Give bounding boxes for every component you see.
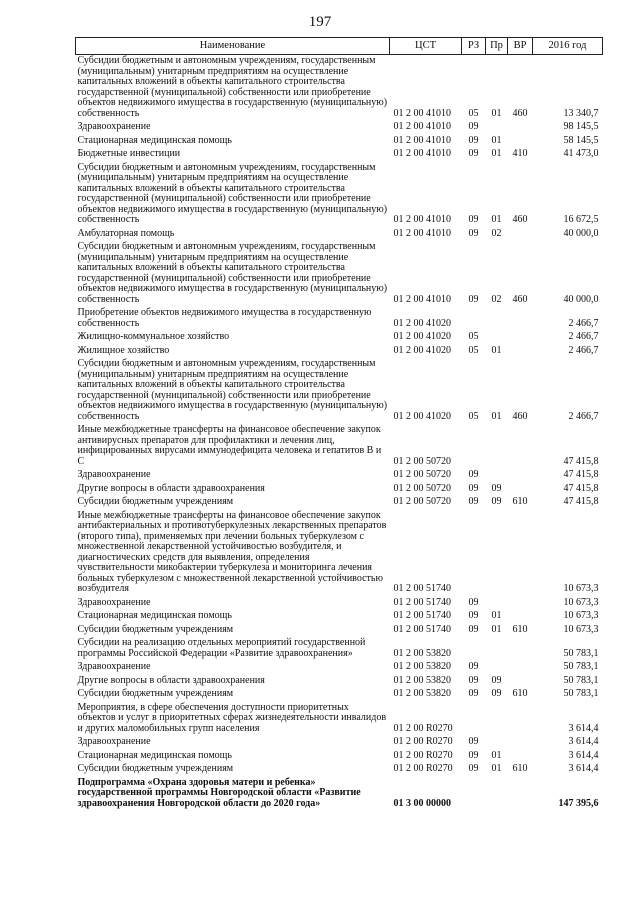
cell-pr xyxy=(486,597,508,611)
cell-rz: 05 xyxy=(468,107,479,119)
cell-rz: 09 xyxy=(468,596,479,608)
cell-vr xyxy=(508,307,533,331)
cell-amount: 40 000,0 xyxy=(563,293,599,305)
cell-cst: 01 3 00 00000 xyxy=(393,797,451,809)
cell-pr: 01 xyxy=(491,749,502,761)
cell-amount: 47 415,8 xyxy=(563,469,599,480)
cell-name: Приобретение объектов недвижимого имущества в государственную собственность xyxy=(77,307,372,329)
cell-amount: 13 340,7 xyxy=(563,107,599,119)
cell-name: Амбулаторная помощь xyxy=(77,227,175,239)
table-row xyxy=(76,345,603,359)
cell-amount: 3 614,4 xyxy=(568,749,599,761)
cell-vr: 610 xyxy=(512,763,528,774)
cell-cst: 01 2 00 41010 xyxy=(393,121,451,132)
cell-pr: 01 xyxy=(491,610,502,621)
cell-vr xyxy=(508,637,533,661)
cell-name: Другие вопросы в области здравоохранения xyxy=(77,482,265,494)
cell-name: Подпрограмма «Охрана здоровья матери и ребенка» государственной программы Новгородской области «Развитие здравоохранения Новгородской области до 2020 года» xyxy=(77,776,361,809)
cell-amount: 98 145,5 xyxy=(563,121,599,132)
cell-vr xyxy=(508,469,533,483)
cell-amount: 10 673,3 xyxy=(563,583,599,594)
cell-name: Субсидии бюджетным и автономным учреждениям, государственным (муниципальным) унитарным предприятиям на осуществление капитальных вложений в объекты капитального строительства государственной (муниципальной) собственности или приобретение объектов недвижимого имущества в государственную (муниципальную) собственность xyxy=(77,241,388,305)
cell-rz: 05 xyxy=(468,344,479,356)
cell-amount: 41 473,0 xyxy=(563,148,599,159)
cell-cst: 01 2 00 41010 xyxy=(393,293,451,305)
cell-cst: 01 2 00 50720 xyxy=(393,496,451,507)
cell-name: Стационарная медицинская помощь xyxy=(77,134,232,146)
cell-cst: 01 2 00 53820 xyxy=(393,688,451,699)
cell-vr xyxy=(508,424,533,469)
cell-rz: 09 xyxy=(468,610,479,621)
cell-cst: 01 2 00 51740 xyxy=(393,610,451,621)
cell-amount: 58 145,5 xyxy=(563,134,599,146)
cell-cst: 01 2 00 53820 xyxy=(393,661,451,672)
cell-name: Иные межбюджетные трансферты на финансовое обеспечение закупок антибактериальных и противотуберкулезных лекарственных препаратов (второго типа), применяемых при лечении больных туберкулезом с множественной лекарственной устойчивостью возбудителя, и диагностических средств для выявления, определения чувствительности микобактерии туберкулеза и мониторинга лечения больных туберкулезом с множественной лекарственной устойчивостью возбудителя xyxy=(77,509,387,594)
cell-amount: 40 000,0 xyxy=(563,227,599,239)
budget-table xyxy=(75,37,603,811)
table-row xyxy=(76,148,603,162)
header-cst: ЦСТ xyxy=(390,38,462,55)
cell-vr xyxy=(508,121,533,135)
cell-name: Бюджетные инвестиции xyxy=(77,148,181,159)
cell-cst: 01 2 00 41020 xyxy=(393,317,451,329)
cell-vr xyxy=(508,661,533,675)
cell-cst: 01 2 00 41010 xyxy=(393,134,451,146)
cell-rz: 09 xyxy=(468,496,479,507)
cell-rz: 09 xyxy=(468,227,479,239)
cell-name: Субсидии бюджетным и автономным учреждениям, государственным (муниципальным) унитарным предприятиям на осуществление капитальных вложений в объекты капитального строительства государственной (муниципальной) собственности или приобретение объектов недвижимого имущества в государственную (муниципальную) собственность xyxy=(77,55,388,119)
cell-name: Жилищно-коммунальное хозяйство xyxy=(77,331,230,342)
cell-amount: 47 415,8 xyxy=(563,482,599,494)
cell-rz: 09 xyxy=(468,749,479,761)
cell-rz: 09 xyxy=(468,482,479,494)
cell-amount: 3 614,4 xyxy=(568,736,599,747)
cell-cst: 01 2 00 R0270 xyxy=(393,749,453,761)
cell-name: Стационарная медицинская помощь xyxy=(77,749,232,761)
table-row xyxy=(76,510,603,597)
cell-vr xyxy=(508,675,533,689)
cell-amount: 2 466,7 xyxy=(568,331,599,342)
cell-amount: 10 673,3 xyxy=(563,623,599,635)
cell-vr xyxy=(508,777,533,812)
cell-vr xyxy=(508,345,533,359)
cell-amount: 47 415,8 xyxy=(563,455,599,467)
cell-vr xyxy=(508,483,533,497)
cell-cst: 01 2 00 51740 xyxy=(393,623,451,635)
cell-pr: 01 xyxy=(491,214,502,225)
cell-cst: 01 2 00 R0270 xyxy=(393,763,453,774)
cell-rz: 09 xyxy=(468,661,479,672)
cell-cst: 01 2 00 51740 xyxy=(393,596,451,608)
cell-amount: 50 783,1 xyxy=(563,661,599,672)
table-row xyxy=(76,763,603,777)
cell-name: Субсидии бюджетным учреждениям xyxy=(77,688,234,699)
cell-rz: 09 xyxy=(468,736,479,747)
cell-rz: 09 xyxy=(468,674,479,686)
cell-pr xyxy=(486,637,508,661)
cell-amount: 50 783,1 xyxy=(563,688,599,699)
cell-vr xyxy=(508,135,533,149)
header-rz: РЗ xyxy=(462,38,486,55)
cell-rz: 09 xyxy=(468,688,479,699)
table-row xyxy=(76,358,603,424)
table-row xyxy=(76,688,603,702)
cell-amount: 50 783,1 xyxy=(563,674,599,686)
cell-rz: 09 xyxy=(468,623,479,635)
cell-pr xyxy=(486,331,508,345)
table-row xyxy=(76,331,603,345)
cell-vr xyxy=(508,597,533,611)
cell-name: Здравоохранение xyxy=(77,661,151,672)
table-row xyxy=(76,750,603,764)
cell-pr: 01 xyxy=(491,623,502,635)
cell-rz: 09 xyxy=(468,763,479,774)
table-row xyxy=(76,777,603,812)
cell-pr: 01 xyxy=(491,344,502,356)
cell-vr: 610 xyxy=(512,688,528,699)
table-row xyxy=(76,597,603,611)
table-row xyxy=(76,702,603,737)
cell-rz: 05 xyxy=(468,410,479,422)
table-row xyxy=(76,637,603,661)
cell-rz xyxy=(462,777,486,812)
table-header-row xyxy=(76,38,603,55)
cell-pr: 02 xyxy=(491,227,502,239)
cell-vr xyxy=(508,750,533,764)
cell-rz xyxy=(462,637,486,661)
table-row xyxy=(76,228,603,242)
cell-name: Субсидии бюджетным учреждениям xyxy=(77,763,234,774)
table-row xyxy=(76,162,603,228)
cell-vr: 460 xyxy=(512,410,528,422)
cell-cst: 01 2 00 50720 xyxy=(393,455,451,467)
cell-cst: 01 2 00 41010 xyxy=(393,107,451,119)
cell-amount: 10 673,3 xyxy=(563,596,599,608)
cell-vr: 460 xyxy=(512,293,528,305)
table-row xyxy=(76,624,603,638)
cell-cst: 01 2 00 51740 xyxy=(393,583,451,594)
cell-name: Здравоохранение xyxy=(77,736,151,747)
cell-pr: 01 xyxy=(491,107,502,119)
cell-name: Стационарная медицинская помощь xyxy=(77,610,232,621)
cell-rz xyxy=(462,702,486,737)
cell-amount: 3 614,4 xyxy=(568,763,599,774)
cell-vr xyxy=(508,510,533,597)
cell-vr: 610 xyxy=(512,623,528,635)
cell-pr xyxy=(486,702,508,737)
header-amount: 2016 год xyxy=(533,38,603,55)
cell-name: Субсидии бюджетным учреждениям xyxy=(77,496,234,507)
cell-amount: 50 783,1 xyxy=(563,647,599,659)
cell-amount: 3 614,4 xyxy=(568,722,599,734)
cell-name: Субсидии бюджетным и автономным учреждениям, государственным (муниципальным) унитарным предприятиям на осуществление капитальных вложений в объекты капитального строительства государственной (муниципальной) собственности или приобретение объектов недвижимого имущества в государственную (муниципальную) собственность xyxy=(77,358,388,422)
cell-pr: 02 xyxy=(491,293,502,305)
cell-pr: 09 xyxy=(491,482,502,494)
cell-rz: 05 xyxy=(468,331,479,342)
cell-vr xyxy=(508,610,533,624)
cell-name: Субсидии бюджетным и автономным учреждениям, государственным (муниципальным) унитарным предприятиям на осуществление капитальных вложений в объекты капитального строительства государственной (муниципальной) собственности или приобретение объектов недвижимого имущества в государственную (муниципальную) собственность xyxy=(77,161,388,225)
cell-rz: 09 xyxy=(468,134,479,146)
cell-pr xyxy=(486,777,508,812)
cell-vr xyxy=(508,736,533,750)
cell-name: Мероприятия, в сфере обеспечения доступности приоритетных объектов и услуг в приоритетных сферах жизнедеятельности инвалидов и других маломобильных групп населения xyxy=(77,701,387,734)
cell-amount: 2 466,7 xyxy=(568,410,599,422)
cell-cst: 01 2 00 41020 xyxy=(393,410,451,422)
cell-rz: 09 xyxy=(468,469,479,480)
cell-vr xyxy=(508,702,533,737)
cell-name: Иные межбюджетные трансферты на финансовое обеспечение закупок антивирусных препаратов для профилактики и лечения лиц, инфицированных вирусами иммунодефицита человека и гепатитов В и С xyxy=(77,424,382,467)
table-row xyxy=(76,135,603,149)
table-body xyxy=(76,55,603,812)
table-row xyxy=(76,661,603,675)
table-row xyxy=(76,424,603,469)
cell-cst: 01 2 00 41010 xyxy=(393,214,451,225)
cell-name: Здравоохранение xyxy=(77,469,151,480)
cell-rz xyxy=(462,307,486,331)
table-row xyxy=(76,483,603,497)
cell-cst: 01 2 00 41020 xyxy=(393,331,451,342)
cell-cst: 01 2 00 R0270 xyxy=(393,722,453,734)
cell-cst: 01 2 00 41010 xyxy=(393,148,451,159)
cell-name: Жилищное хозяйство xyxy=(77,344,170,356)
cell-pr xyxy=(486,307,508,331)
cell-pr: 01 xyxy=(491,148,502,159)
cell-name: Другие вопросы в области здравоохранения xyxy=(77,674,265,686)
cell-amount: 2 466,7 xyxy=(568,317,599,329)
table-row xyxy=(76,496,603,510)
cell-amount: 2 466,7 xyxy=(568,344,599,356)
cell-cst: 01 2 00 41020 xyxy=(393,344,451,356)
cell-name: Здравоохранение xyxy=(77,596,151,608)
cell-rz: 09 xyxy=(468,148,479,159)
cell-cst: 01 2 00 53820 xyxy=(393,674,451,686)
cell-pr: 09 xyxy=(491,496,502,507)
cell-rz: 09 xyxy=(468,121,479,132)
cell-rz: 09 xyxy=(468,293,479,305)
cell-pr: 01 xyxy=(491,410,502,422)
cell-pr xyxy=(486,121,508,135)
cell-amount: 10 673,3 xyxy=(563,610,599,621)
cell-pr: 01 xyxy=(491,134,502,146)
table-row xyxy=(76,121,603,135)
cell-cst: 01 2 00 50720 xyxy=(393,482,451,494)
cell-pr xyxy=(486,469,508,483)
cell-vr: 610 xyxy=(512,496,528,507)
page-number: 197 xyxy=(308,14,332,30)
table-row xyxy=(76,675,603,689)
cell-pr: 09 xyxy=(491,674,502,686)
cell-vr: 460 xyxy=(512,214,528,225)
cell-amount: 16 672,5 xyxy=(563,214,599,225)
cell-cst: 01 2 00 50720 xyxy=(393,469,451,480)
cell-vr: 410 xyxy=(512,148,528,159)
cell-pr: 09 xyxy=(491,688,502,699)
cell-pr xyxy=(486,424,508,469)
cell-vr: 460 xyxy=(512,107,528,119)
cell-pr xyxy=(486,661,508,675)
cell-pr: 01 xyxy=(491,763,502,774)
cell-name: Субсидии бюджетным учреждениям xyxy=(77,623,234,635)
cell-pr xyxy=(486,510,508,597)
cell-name: Здравоохранение xyxy=(77,121,151,132)
header-pr: Пр xyxy=(486,38,508,55)
table-row xyxy=(76,55,603,122)
cell-vr xyxy=(508,228,533,242)
table-row xyxy=(76,736,603,750)
cell-amount: 147 395,6 xyxy=(558,797,599,809)
cell-name: Субсидии на реализацию отдельных мероприятий государственной программы Российской Федерации «Развитие здравоохранения» xyxy=(77,637,366,659)
cell-cst: 01 2 00 53820 xyxy=(393,647,451,659)
cell-cst: 01 2 00 R0270 xyxy=(393,736,453,747)
cell-vr xyxy=(508,331,533,345)
table-row xyxy=(76,307,603,331)
cell-pr xyxy=(486,736,508,750)
table-row xyxy=(76,241,603,307)
header-name: Наименование xyxy=(76,38,390,55)
cell-cst: 01 2 00 41010 xyxy=(393,227,451,239)
cell-rz xyxy=(462,510,486,597)
cell-amount: 47 415,8 xyxy=(563,496,599,507)
cell-rz xyxy=(462,424,486,469)
header-vr: ВР xyxy=(508,38,533,55)
table-row xyxy=(76,469,603,483)
table-row xyxy=(76,610,603,624)
cell-rz: 09 xyxy=(468,214,479,225)
